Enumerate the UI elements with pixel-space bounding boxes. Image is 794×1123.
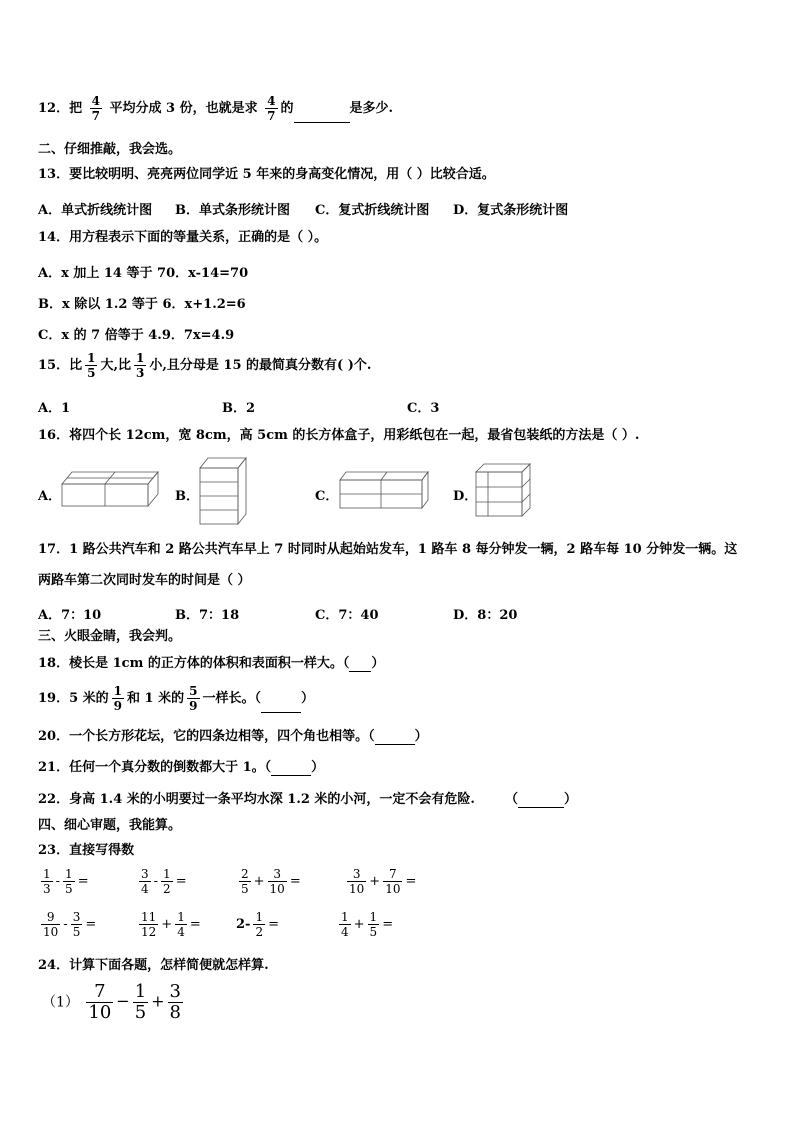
q16-option-a[interactable]: A．	[38, 489, 62, 504]
box-arrangement-d	[474, 462, 538, 520]
calc-item: $\frac{2}{5}$ + $\frac{3}{10}$ =	[241, 867, 301, 896]
q13-option-b[interactable]: B．单式条形统计图	[175, 203, 290, 218]
question-17-line-1: 17．1 路公共汽车和 2 路公共汽车早上 7 时同时从起始站发车，1 路车 8 每分钟发一辆，2 路车每 10 分钟发一辆。这	[38, 542, 738, 557]
calc-item: $\frac{9}{10}$ - $\frac{3}{5}$ =	[43, 910, 97, 939]
fraction: $\frac{4}{7}$	[91, 94, 100, 123]
q15-option-c[interactable]: C．3	[407, 401, 440, 416]
q13-option-d[interactable]: D．复式条形统计图	[453, 203, 569, 218]
question-23-stem: 23．直接写得数	[38, 843, 135, 858]
q13-option-a[interactable]: A．单式折线统计图	[38, 203, 153, 218]
question-15-stem: 15．比 $\frac{1}{5}$ 大,比 $\frac{1}{3}$ 小,且分母是 15 的最简真分数有( )个.	[38, 351, 372, 380]
answer-blank[interactable]	[375, 730, 415, 745]
q14-option-b[interactable]: B．x 除以 1.2 等于 6．x+1.2=6	[38, 297, 246, 312]
question-13-stem: 13．要比较明明、亮亮两位同学近 5 年来的身高变化情况，用（ ）比较合适。	[38, 167, 495, 182]
box-arrangement-a	[60, 470, 160, 510]
q12-text: 平均分成 3 份，也就是求	[109, 101, 258, 116]
q17-option-c[interactable]: C．7：40	[315, 608, 379, 623]
box-arrangement-b	[198, 456, 250, 528]
section-4-heading: 四、细心审题，我能算。	[38, 818, 182, 833]
answer-blank[interactable]	[294, 108, 350, 123]
calc-item: $\frac{1}{4}$ + $\frac{1}{5}$ =	[341, 910, 394, 939]
calc-item: 2- $\frac{1}{2}$ =	[236, 910, 279, 939]
question-21: 21．任何一个真分数的倒数都大于 1。（ ）	[38, 760, 325, 775]
q15-option-a[interactable]: A．1	[38, 401, 71, 416]
answer-blank[interactable]	[261, 698, 301, 713]
section-3-heading: 三、火眼金睛，我会判。	[38, 629, 182, 644]
q24-label: （1）	[42, 994, 79, 1011]
calc-item: $\frac{3}{4}$ - $\frac{1}{2}$ =	[141, 867, 187, 896]
section-2-heading: 二、仔细推敲，我会选。	[38, 142, 182, 157]
question-14-stem: 14．用方程表示下面的等量关系，正确的是（ ）。	[38, 230, 328, 245]
box-arrangement-c	[338, 470, 430, 510]
answer-blank[interactable]	[271, 761, 311, 776]
calc-item: $\frac{1}{3}$ - $\frac{1}{5}$ =	[43, 867, 89, 896]
question-20: 20．一个长方形花坛，它的四条边相等，四个角也相等。（ ）	[38, 729, 428, 744]
fraction: $\frac{1}{3}$	[135, 351, 145, 380]
q12-text: 是多少.	[349, 101, 394, 116]
q14-option-c[interactable]: C．x 的 7 倍等于 4.9．7x=4.9	[38, 328, 235, 343]
calc-item: $\frac{11}{12}$ + $\frac{1}{4}$ =	[141, 910, 201, 939]
question-22: 22．身高 1.4 米的小明要过一条平均水深 1.2 米的小河，一定不会有危险. （ ）	[38, 792, 577, 807]
calc-item: $\frac{3}{10}$ + $\frac{7}{10}$ =	[349, 867, 417, 896]
question-12	[38, 94, 393, 123]
question-19: 19．5 米的 $\frac{1}{9}$ 和 1 米的 $\frac{5}{9}$ 一样长。（ ）	[38, 684, 315, 713]
question-17-line-2: 两路车第二次同时发车的时间是（ ）	[38, 573, 251, 588]
fraction: $\frac{1}{9}$	[113, 684, 123, 713]
q13-option-c[interactable]: C．复式折线统计图	[315, 203, 430, 218]
q16-option-d[interactable]: D．	[453, 489, 478, 504]
q16-option-c[interactable]: C．	[315, 489, 339, 504]
q12-number: 12．把	[38, 101, 83, 116]
q12-text: 的	[280, 101, 294, 116]
q17-option-d[interactable]: D．8：20	[453, 608, 518, 623]
q14-option-a[interactable]: A．x 加上 14 等于 70．x-14=70	[38, 266, 249, 281]
question-16-stem: 16．将四个长 12cm，宽 8cm，高 5cm 的长方体盒子，用彩纸包在一起，最省包装纸的方法是（ ）.	[38, 428, 640, 443]
q15-option-b[interactable]: B．2	[222, 401, 256, 416]
question-18: 18．棱长是 1cm 的正方体的体积和表面积一样大。（ ）	[38, 656, 385, 671]
q24-expression: （1） $\frac{7}{10}$ − $\frac{1}{5}$ + $\frac{3}{8}$	[42, 981, 181, 1023]
q17-option-a[interactable]: A．7：10	[38, 608, 102, 623]
fraction: $\frac{1}{5}$	[87, 351, 96, 380]
answer-blank[interactable]	[349, 657, 371, 672]
q16-option-b[interactable]: B．	[175, 489, 199, 504]
question-24-stem: 24．计算下面各题，怎样简便就怎样算.	[38, 958, 269, 973]
fraction: $\frac{5}{9}$	[189, 684, 198, 713]
q17-option-b[interactable]: B．7：18	[175, 608, 240, 623]
fraction: $\frac{4}{7}$	[267, 94, 276, 123]
answer-blank[interactable]	[518, 793, 564, 808]
